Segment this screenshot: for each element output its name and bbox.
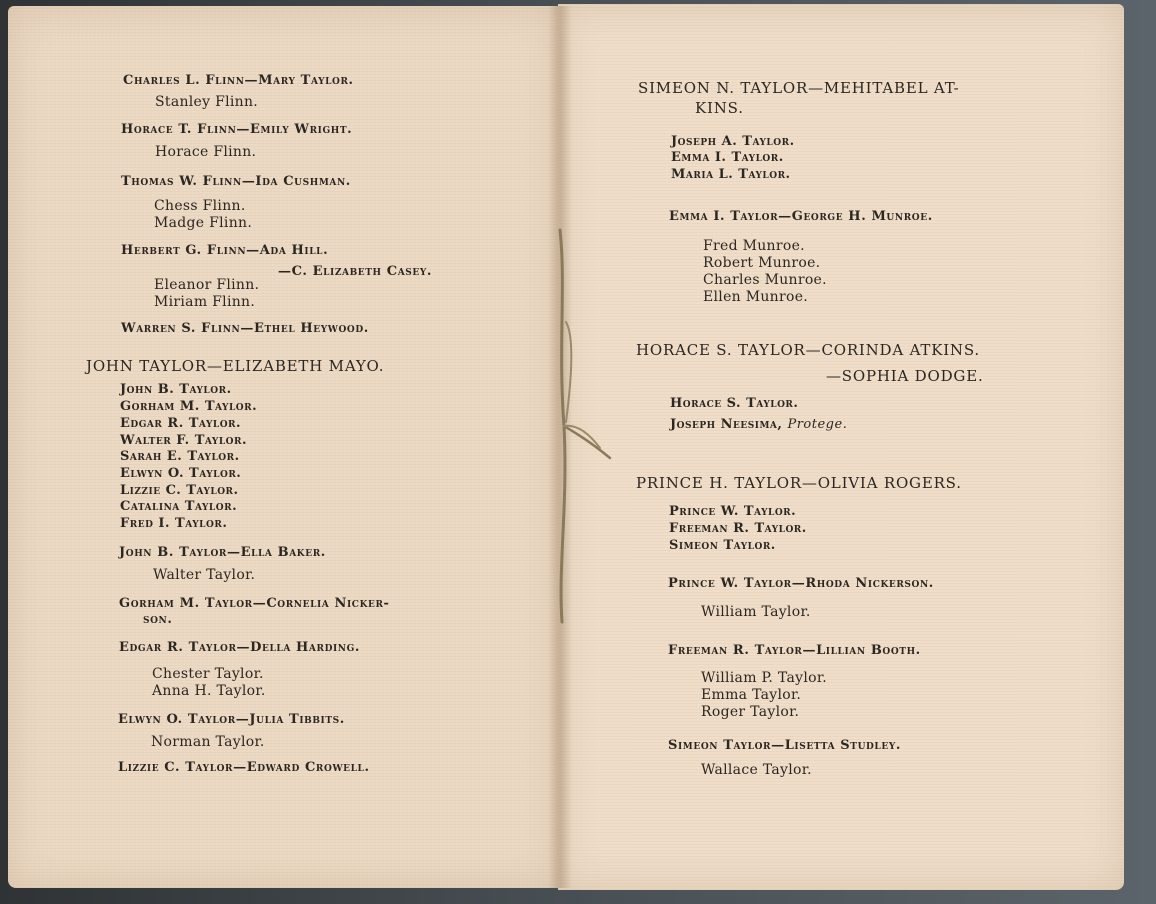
child-name: Elwyn O. Taylor. xyxy=(120,466,242,481)
child-name: Horace Flinn. xyxy=(155,144,257,160)
second-spouse: —SOPHIA DODGE. xyxy=(826,367,984,385)
couple-heading: John B. Taylor—Ella Baker. xyxy=(119,545,326,560)
second-spouse: —C. Elizabeth Casey. xyxy=(278,264,433,279)
child-name: Maria L. Taylor. xyxy=(671,167,791,182)
child-name: Chester Taylor. xyxy=(152,666,264,682)
protege-label: Protege. xyxy=(787,417,848,432)
child-name: Stanley Flinn. xyxy=(155,94,259,110)
family-heading: JOHN TAYLOR—ELIZABETH MAYO. xyxy=(86,357,385,375)
child-name: Robert Munroe. xyxy=(703,255,821,271)
child-name xyxy=(670,417,847,433)
child-name: Eleanor Flinn. xyxy=(154,277,260,293)
couple-heading: Emma I. Taylor—George H. Munroe. xyxy=(669,209,933,224)
couple-heading: Lizzie C. Taylor—Edward Crowell. xyxy=(118,760,370,775)
binding-thread-icon xyxy=(548,226,618,626)
couple-heading: Prince W. Taylor—Rhoda Nickerson. xyxy=(668,576,934,591)
child-name: Edgar R. Taylor. xyxy=(120,416,242,431)
family-heading: PRINCE H. TAYLOR—OLIVIA ROGERS. xyxy=(636,474,962,492)
child-name: William Taylor. xyxy=(701,604,811,620)
child-name: Sarah E. Taylor. xyxy=(120,449,240,464)
couple-heading: Horace T. Flinn—Emily Wright. xyxy=(121,122,353,137)
child-name: Joseph A. Taylor. xyxy=(671,134,795,149)
couple-heading: Thomas W. Flinn—Ida Cushman. xyxy=(121,174,351,189)
couple-heading: Gorham M. Taylor—Cornelia Nicker- xyxy=(119,596,390,611)
couple-heading: Simeon Taylor—Lisetta Studley. xyxy=(668,738,901,753)
child-name: Prince W. Taylor. xyxy=(669,504,797,519)
child-name: Norman Taylor. xyxy=(151,734,265,750)
child-name: Simeon Taylor. xyxy=(669,538,776,553)
child-name: Catalina Taylor. xyxy=(120,499,238,514)
child-name: Anna H. Taylor. xyxy=(152,683,266,699)
couple-heading: Herbert G. Flinn—Ada Hill. xyxy=(121,243,329,258)
couple-heading-continued: son. xyxy=(143,612,173,627)
child-name: Fred Munroe. xyxy=(703,238,805,254)
child-name: John B. Taylor. xyxy=(120,382,232,397)
child-name: Lizzie C. Taylor. xyxy=(120,483,239,498)
child-name: Fred I. Taylor. xyxy=(120,516,228,531)
child-name: Freeman R. Taylor. xyxy=(669,521,807,536)
child-name: Walter Taylor. xyxy=(153,567,256,583)
child-name: Emma Taylor. xyxy=(701,687,802,703)
child-name: Chess Flinn. xyxy=(154,198,246,214)
family-heading-continued: KINS. xyxy=(695,99,744,117)
family-heading: SIMEON N. TAYLOR—MEHITABEL AT- xyxy=(638,79,960,97)
child-name: Wallace Taylor. xyxy=(701,762,812,778)
child-name: William P. Taylor. xyxy=(701,670,828,686)
child-name: Horace S. Taylor. xyxy=(670,396,799,411)
couple-heading: Elwyn O. Taylor—Julia Tibbits. xyxy=(118,712,345,727)
couple-heading: Charles L. Flinn—Mary Taylor. xyxy=(123,73,354,88)
child-name: Ellen Munroe. xyxy=(703,289,809,305)
couple-heading: Freeman R. Taylor—Lillian Booth. xyxy=(668,643,921,658)
child-name: Charles Munroe. xyxy=(703,272,827,288)
family-heading: HORACE S. TAYLOR—CORINDA ATKINS. xyxy=(636,341,980,359)
child-name-text: Joseph Neesima, xyxy=(670,417,783,432)
couple-heading: Edgar R. Taylor—Della Harding. xyxy=(119,640,361,655)
child-name: Madge Flinn. xyxy=(154,215,253,231)
couple-heading: Warren S. Flinn—Ethel Heywood. xyxy=(121,321,369,336)
child-name: Gorham M. Taylor. xyxy=(120,399,258,414)
left-page xyxy=(8,6,558,888)
right-page xyxy=(558,4,1124,890)
child-name: Walter F. Taylor. xyxy=(120,433,248,448)
child-name: Roger Taylor. xyxy=(701,704,800,720)
child-name: Miriam Flinn. xyxy=(154,294,256,310)
child-name: Emma I. Taylor. xyxy=(671,150,784,165)
